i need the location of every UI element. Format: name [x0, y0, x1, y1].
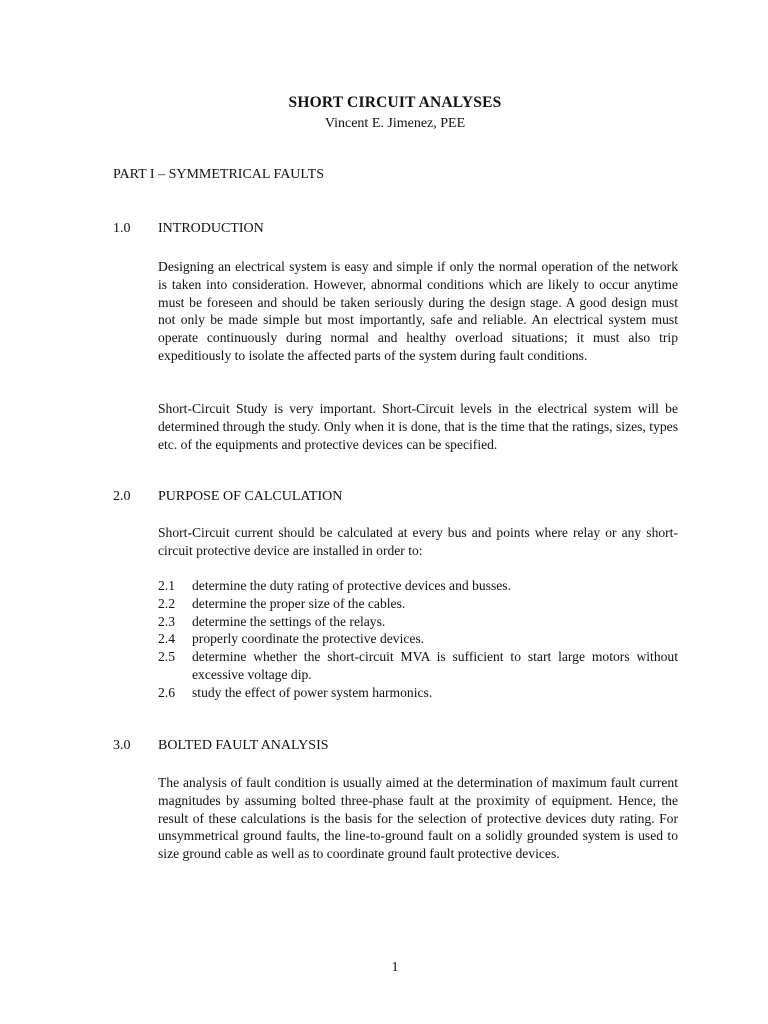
- document-title: SHORT CIRCUIT ANALYSES: [288, 94, 502, 111]
- part-heading: PART I – SYMMETRICAL FAULTS: [113, 167, 325, 182]
- list-item: [158, 595, 678, 613]
- list-item: [158, 630, 678, 648]
- list-item-text: study the effect of power system harmonics.: [192, 684, 433, 700]
- list-item-text: determine the proper size of the cables.: [192, 595, 406, 611]
- list-item: [158, 577, 678, 595]
- list-item: [158, 613, 678, 631]
- list-item-text: determine the duty rating of protective devices and busses.: [192, 578, 511, 593]
- purpose-list: [158, 577, 678, 702]
- list-item-text: determine the settings of the relays.: [192, 613, 386, 629]
- paragraph: Short-Circuit current should be calculated at every bus and points where relay or any short-circuit protective device are installed in order to:: [158, 525, 678, 558]
- section-heading: PURPOSE OF CALCULATION: [158, 489, 343, 504]
- list-item: [158, 684, 678, 702]
- list-item-number: 2.3: [158, 613, 175, 629]
- list-item-number: 2.1: [158, 578, 175, 593]
- section-number: 2.0: [113, 489, 131, 504]
- list-item-number: 2.4: [158, 631, 175, 647]
- list-item-number: 2.5: [158, 649, 175, 665]
- page-number: 1: [391, 960, 399, 975]
- section-heading: INTRODUCTION: [158, 221, 264, 236]
- list-item-text: properly coordinate the protective devices.: [192, 631, 425, 647]
- paragraph: Short-Circuit Study is very important. Short-Circuit levels in the electrical system will be determined through the study. Only when it is done, that is the time that the ratings, sizes, types etc. of the equipments and protective devices can be specified.: [158, 401, 678, 452]
- list-item: [158, 648, 678, 684]
- paragraph: Designing an electrical system is easy and simple if only the normal operation of the network is taken into consideration. However, abnormal conditions which are likely to occur anytime must be foreseen and should be taken seriously during the design stage. A good design must not only be made simple but most importantly, safe and reliable. An electrical system must operate continuously during normal and healthy overload situations; it must also trip expeditiously to isolate the affected parts of the system during fault conditions.: [158, 259, 678, 363]
- list-item-text: determine whether the short-circuit MVA is sufficient to start large motors without excessive voltage dip.: [192, 649, 678, 682]
- document-author: Vincent E. Jimenez, PEE: [324, 116, 466, 131]
- section-number: 1.0: [113, 221, 131, 236]
- list-item-number: 2.2: [158, 595, 175, 611]
- section-number: 3.0: [113, 738, 131, 753]
- list-item-number: 2.6: [158, 684, 175, 700]
- paragraph: The analysis of fault condition is usually aimed at the determination of maximum fault current magnitudes by assuming bolted three-phase fault at the proximity of equipment. Hence, the result of these calculations is the basis for the selection of protective devices duty rating. For unsymmetrical ground faults, the line-to-ground fault on a solidly grounded system is used to size ground cable as well as to coordinate ground fault protective devices.: [158, 775, 678, 862]
- section-heading: BOLTED FAULT ANALYSIS: [158, 738, 329, 753]
